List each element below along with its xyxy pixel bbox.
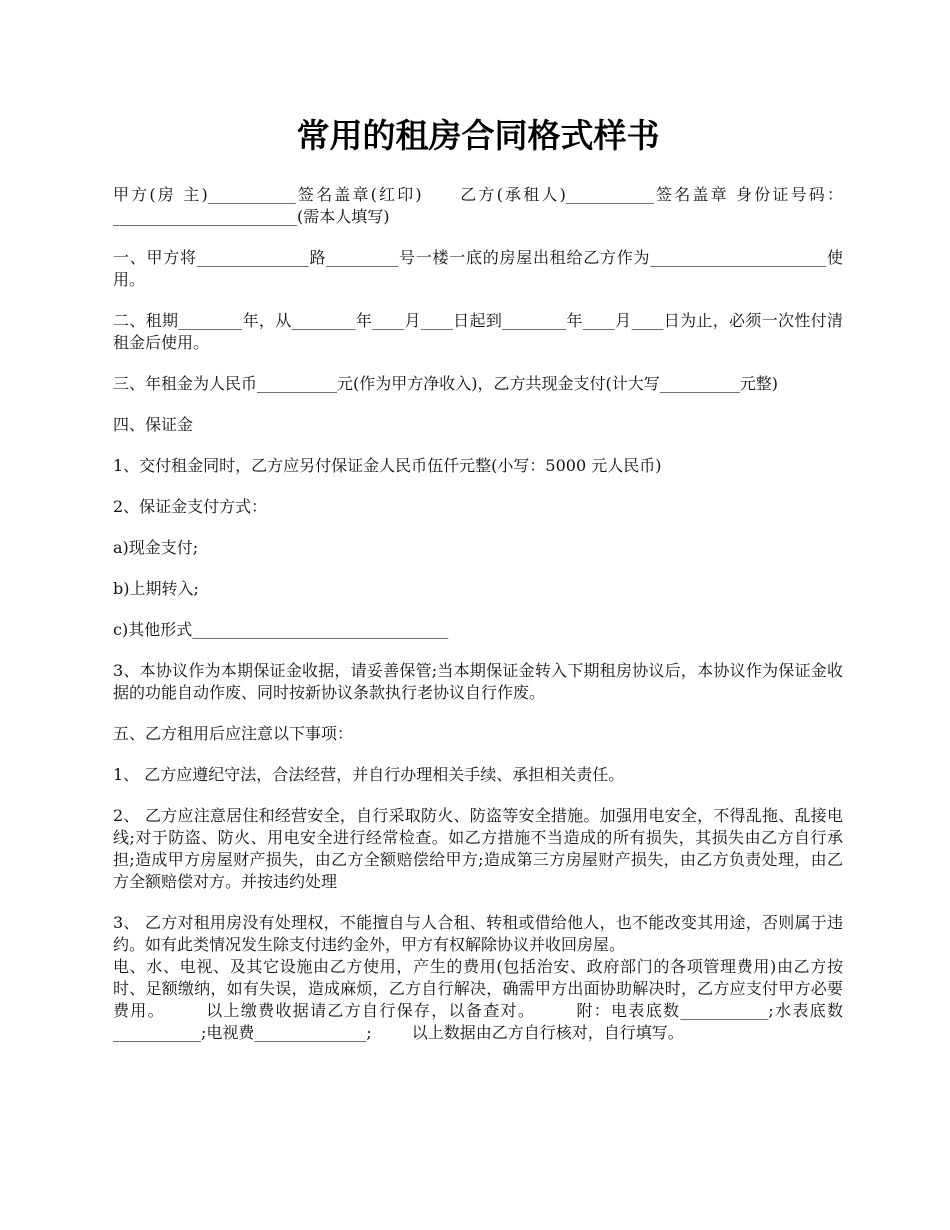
clause-4-deposit-heading: 四、保证金 — [113, 415, 194, 434]
clause-5-heading: 五、乙方租用后应注意以下事项： — [113, 724, 354, 743]
payment-option-c: c)其他形式________________________________ — [113, 620, 449, 639]
deposit-item-2: 2、保证金支付方式： — [113, 497, 268, 516]
receipt-text: 以上缴费收据请乙方自行保存，以备查对。 — [204, 1001, 536, 1020]
deposit-item-3: 3、本协议作为本期保证金收据，请妥善保管;当本期保证金转入下期租房协议后，本协议作为保证金收据的功能自动作废、同时按新协议条款执行老协议自行作废。 — [113, 661, 843, 702]
self-verify-text: 以上数据由乙方自行核对，自行填写。 — [411, 1023, 684, 1042]
clause-2-lease-term: 二、租期________年，从________年____月____日起到________年____月____日为止，必须一次性付清租金后使用。 — [113, 311, 843, 352]
utilities-text: 电、水、电视、及其它设施由乙方使用，产生的费用(包括治安、政府部门的各项管理费用)由乙方按时、足额缴纳，如有失误，造成麻烦，乙方自行解决，确需甲方出面协助解决时，乙方应支付甲方必要费用。 — [113, 957, 843, 1020]
payment-option-b: b)上期转入; — [113, 579, 199, 598]
notice-item-3: 3、 乙方对租用房没有处理权，不能擅自与人合租、转租或借给他人，也不能改变其用途，否则属于违约。如有此类情况发生除支付违约金外，甲方有权解除协议并收回房屋。 — [113, 913, 843, 954]
document-page — [113, 108, 843, 1063]
party-info-paragraph: 甲方(房 主)___________签名盖章(红印) 乙方(承租人)___________签名盖章 身份证号码：_______________________(需本人填写) — [113, 185, 843, 226]
meter-readings-text: 附：电表底数___________;水表底数___________;电视费______________; — [113, 1001, 843, 1042]
deposit-item-1: 1、交付租金同时，乙方应另付保证金人民币伍仟元整(小写：5000 元人民币) — [113, 456, 662, 475]
document-title: 常用的租房合同格式样书 — [296, 116, 660, 155]
payment-option-a: a)现金支付; — [113, 538, 199, 557]
utilities-paragraph — [113, 956, 843, 1044]
clause-3-annual-rent: 三、年租金为人民币__________元(作为甲方净收入)，乙方共现金支付(计大写__________元整) — [113, 374, 778, 393]
notice-item-2: 2、 乙方应注意居住和经营安全，自行采取防火、防盗等安全措施。加强用电安全，不得乱拖、乱接电线;对于防盗、防火、用电安全进行经常检查。如乙方措施不当造成的所有损失，其损失由乙方自行承担;造成甲方房屋财产损失，由乙方全额赔偿给甲方;造成第三方房屋财产损失，由乙方负责处理，由乙方全额赔偿对方。并按违约处理 — [113, 806, 843, 891]
notice-item-1: 1、 乙方应遵纪守法，合法经营，并自行办理相关手续、承担相关责任。 — [113, 765, 625, 784]
clause-1-premises: 一、甲方将______________路_________号一楼一底的房屋出租给乙方作为______________________使用。 — [113, 248, 843, 289]
